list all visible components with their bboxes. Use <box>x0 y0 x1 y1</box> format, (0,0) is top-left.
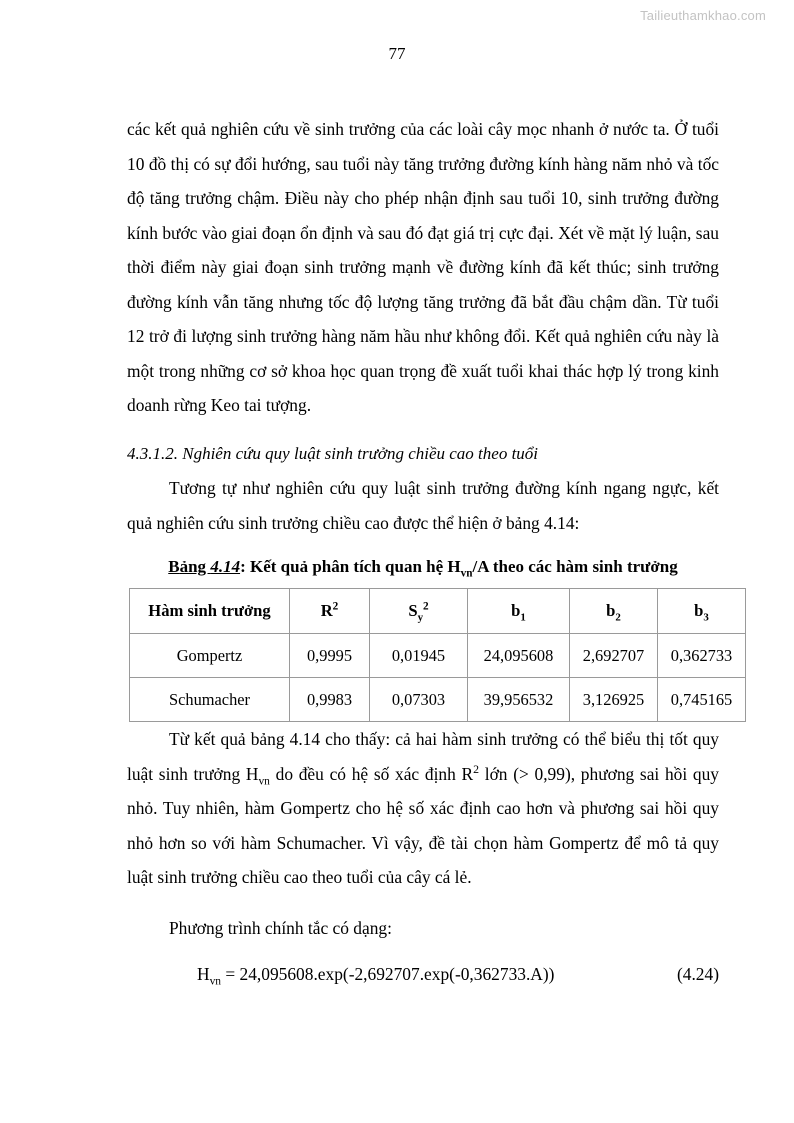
growth-function-table <box>129 588 746 722</box>
table-row <box>130 678 746 722</box>
cell-r2: 0,9983 <box>290 678 370 722</box>
paragraph-method: Tương tự như nghiên cứu quy luật sinh trưởng đường kính ngang ngực, kết quả nghiên cứu sinh trưởng chiều cao được thể hiện ở bảng 4.14: <box>127 478 719 533</box>
cell-r2: 0,9995 <box>290 634 370 678</box>
header-text: S <box>408 601 418 620</box>
column-header-r2 <box>290 589 370 634</box>
header-superscript: 2 <box>423 600 429 613</box>
analysis-superscript-2: 2 <box>473 761 480 776</box>
section-heading: 4.3.1.2. Nghiên cứu quy luật sinh trưởng chiều cao theo tuổi <box>127 443 539 463</box>
column-header-b2 <box>570 589 658 634</box>
analysis-subscript-vn: vn <box>258 774 270 787</box>
caption-label-b: B <box>168 557 180 576</box>
equation-number: (4.24) <box>676 964 719 984</box>
analysis-part-1: Từ kết quả bảng 4.14 cho thấy: cả hai hàm sinh trưởng có thể biểu thị tốt quy luật sinh trưởng H <box>127 729 719 784</box>
paragraph-analysis <box>127 722 719 895</box>
caption-rest-1: : Kết quả phân tích quan hệ H <box>240 557 461 576</box>
cell-function-name: Gompertz <box>130 634 290 678</box>
analysis-part-3: lớn (> 0,99), phương sai hồi quy nhỏ. Tuy nhiên, hàm Gompertz cho hệ số xác định cao hơn và phương sai hồi quy nhỏ hơn so với hàm Schumacher. Vì vậy, đề tài chọn hàm Gompertz để mô tả quy luật sinh trưởng chiều cao theo tuổi của cây cá lẻ. <box>127 763 719 887</box>
equation-lhs-subscript: vn <box>209 975 222 988</box>
cell-b2: 3,126925 <box>570 678 658 722</box>
column-header-b3 <box>658 589 746 634</box>
equation-formula <box>197 957 554 992</box>
header-text: R <box>320 601 333 620</box>
paragraph-intro: các kết quả nghiên cứu về sinh trưởng của các loài cây mọc nhanh ở nước ta. Ở tuổi 10 đồ thị có sự đổi hướng, sau tuổi này tăng trưởng đường kính hàng năm nhỏ và tốc độ tăng trưởng chậm. Điều này cho phép nhận định sau tuổi 10, sinh trưởng đường kính bước vào giai đoạn ổn định và sau đó đạt giá trị cực đại. Xét về mặt lý luận, sau thời điểm này giai đoạn sinh trưởng mạnh về đường kính đã kết thúc; sinh trưởng đường kính vẫn tăng nhưng tốc độ lượng tăng trưởng đã bắt đầu chậm dần. Từ tuổi 12 trở đi lượng sinh trưởng hàng năm hầu như không đổi. Kết quả nghiên cứu này là một trong những cơ sở khoa học quan trọng đề xuất tuổi khai thác hợp lý trong kinh doanh rừng Keo tai tượng. <box>127 119 719 415</box>
cell-b3: 0,745165 <box>658 678 746 722</box>
header-text: Hàm sinh trưởng <box>148 601 271 620</box>
header-subscript: 2 <box>615 611 621 624</box>
page-content <box>127 112 733 992</box>
equation-block <box>127 957 719 992</box>
equation-lhs: H <box>197 964 210 984</box>
caption-rest-2: /A theo các hàm sinh trưởng <box>472 557 678 576</box>
caption-subscript-vn: vn <box>460 567 473 580</box>
header-subscript: 3 <box>703 611 709 624</box>
cell-b3: 0,362733 <box>658 634 746 678</box>
cell-b2: 2,692707 <box>570 634 658 678</box>
header-subscript: y <box>417 611 424 624</box>
cell-function-name: Schumacher <box>130 678 290 722</box>
cell-b1: 39,956532 <box>468 678 570 722</box>
column-header-b1 <box>468 589 570 634</box>
caption-label-ang: ảng <box>179 557 211 576</box>
header-text: b <box>694 601 704 620</box>
header-subscript: 1 <box>520 611 526 624</box>
caption-table-number: 4.14 <box>210 557 241 576</box>
header-text: b <box>606 601 616 620</box>
cell-b1: 24,095608 <box>468 634 570 678</box>
paragraph-equation-intro: Phương trình chính tắc có dạng: <box>169 917 392 938</box>
cell-sy2: 0,07303 <box>370 678 468 722</box>
column-header-function <box>130 589 290 634</box>
header-superscript: 2 <box>332 600 339 613</box>
page-number: 77 <box>388 44 406 63</box>
watermark-text: Tailieuthamkhao.com <box>640 8 766 23</box>
table-header-row <box>130 589 746 634</box>
header-text: b <box>511 601 521 620</box>
cell-sy2: 0,01945 <box>370 634 468 678</box>
table-caption <box>127 552 719 582</box>
table-row <box>130 634 746 678</box>
column-header-sy2 <box>370 589 468 634</box>
equation-rhs: = 24,095608.exp(-2,692707.exp(-0,362733.A)) <box>221 964 555 984</box>
analysis-part-2: do đều có hệ số xác định R <box>269 763 474 784</box>
